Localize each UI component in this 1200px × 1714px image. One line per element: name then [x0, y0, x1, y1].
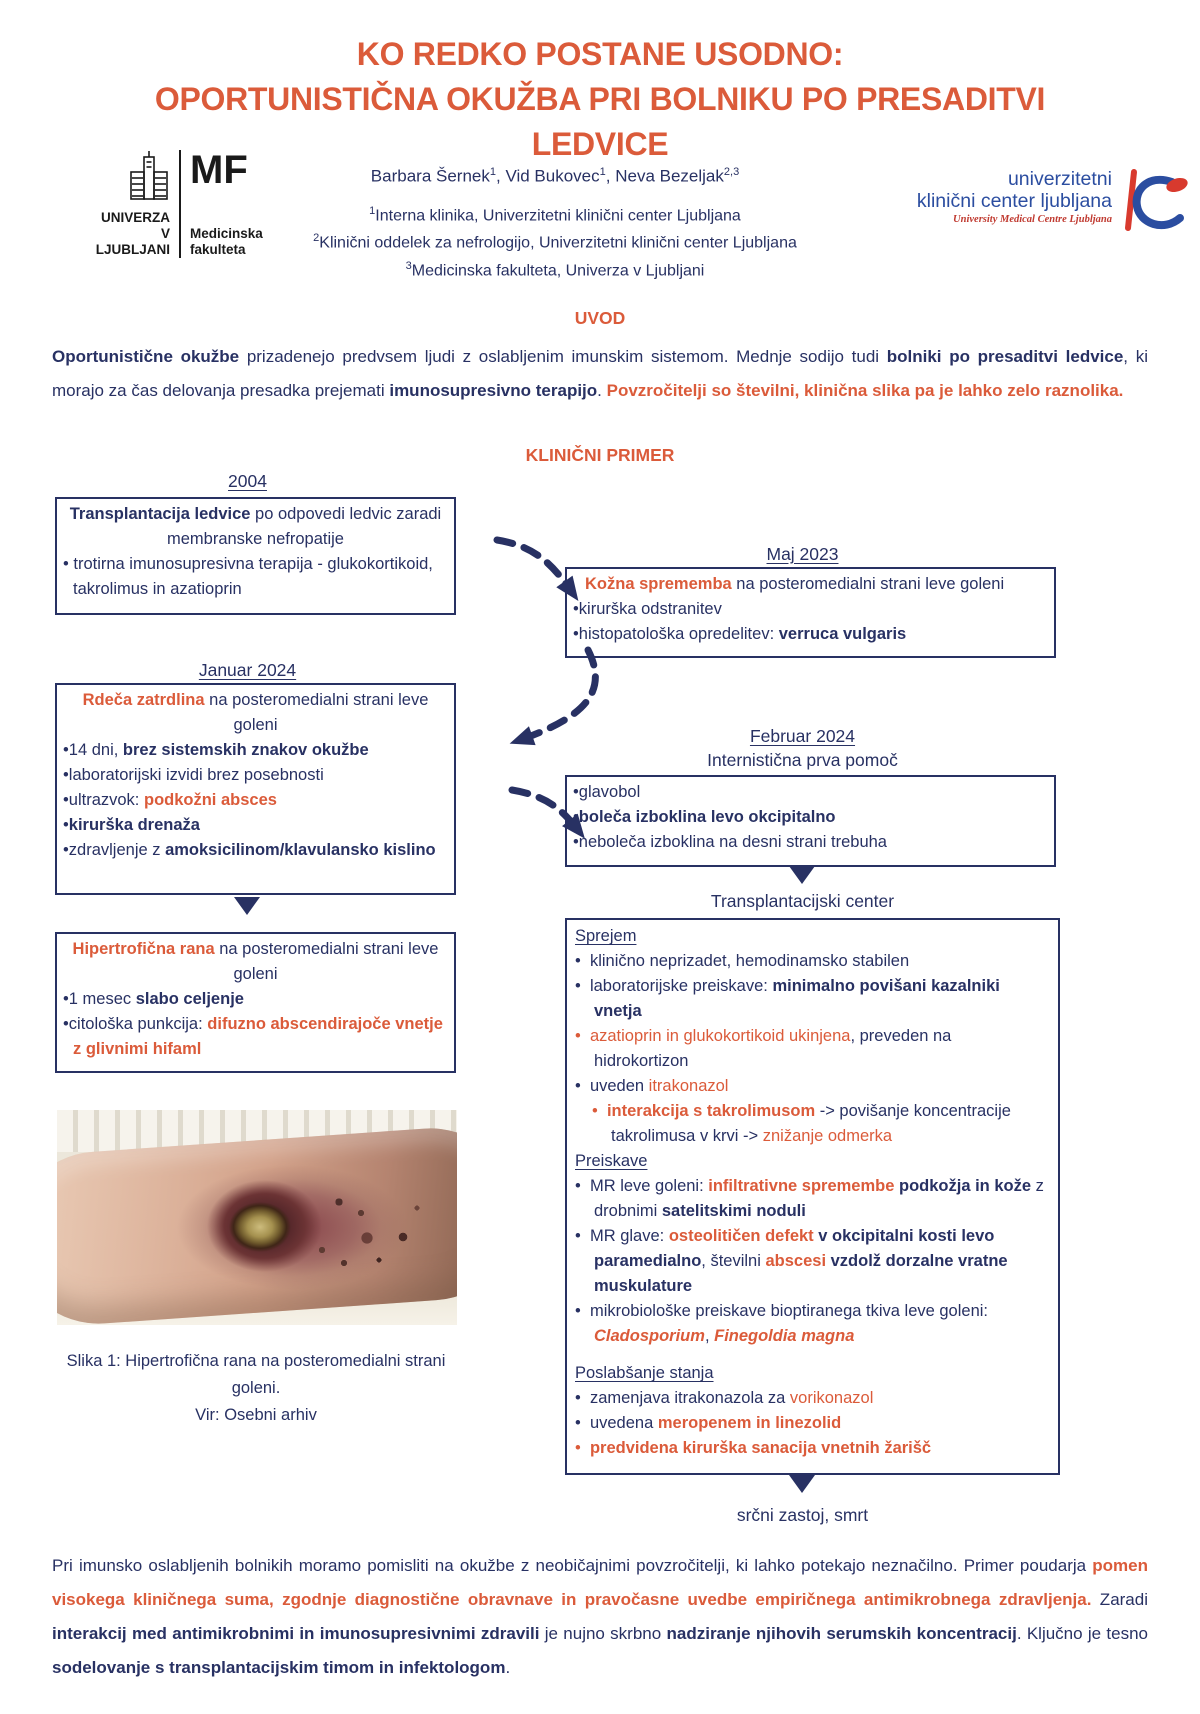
box-maj-2023 — [565, 567, 1056, 658]
heading-januar-2024-text: Januar 2024 — [198, 660, 297, 680]
text-line: • MR glave: osteolitičen defekt v okcipitalni kosti levo paramedialno, številni abscesi vzdolž dorzalne vratne muskulature — [575, 1224, 1050, 1299]
text-line: • boleča izboklina levo okcipitalno — [573, 805, 1048, 830]
heading-transplantacijski-center: Transplantacijski center — [710, 891, 895, 911]
text-line — [575, 1349, 1050, 1361]
box-transplantacijski-center — [565, 918, 1060, 1475]
poster-title — [0, 32, 1200, 167]
mf-university-name — [88, 210, 170, 258]
conclusion-paragraph: Pri imunsko oslabljenih bolnikih moramo pomisliti na okužbe z neobičajnimi povzročitelji, ki lahko potekajo neznačilno. Primer poudarja pomen visokega kliničnega suma, zgodnje diagnostične obravnave in pravočasne uvedbe empiričnega antimikrobnega zdravljenja. Zaradi interakcij med antimikrobnimi in imunosupresivnimi zdravili je nujno skrbno nadziranje njihovih serumskih koncentracij. Ključno je tesno sodelovanje s transplantacijskim timom in infektologom. — [52, 1556, 1148, 1677]
ukc-logo-text — [812, 168, 1120, 225]
text-line: • histopatološka opredelitev: verruca vulgaris — [573, 622, 1048, 647]
wound-satellite-spots — [57, 1110, 457, 1325]
text-line: Sprejem — [575, 927, 637, 945]
heading-maj-2023 — [565, 544, 1040, 565]
box-januar-2024 — [55, 683, 456, 895]
ukc-ljubljana-logo — [812, 168, 1190, 239]
text-line: Preiskave — [575, 1152, 648, 1170]
text-line: $^1$Interna klinika, Univerzitetni klinični center Ljubljana — [369, 205, 741, 225]
clinical-photo — [57, 1110, 457, 1325]
text-line: • trotirna imunosupresivna terapija - glukokortikoid, takrolimus in azatioprin — [63, 552, 448, 602]
text-line: • citološka punkcija: difuzno abscendirajoče vnetje z glivnimi hifaml — [63, 1012, 448, 1062]
text-line: • 1 mesec slabo celjenje — [63, 987, 448, 1012]
text-line: • neboleča izboklina na desni strani trebuha — [573, 830, 1048, 855]
text-line: • uvedena meropenem in linezolid — [575, 1411, 1050, 1436]
down-arrow-icon — [234, 897, 260, 915]
heading-2004 — [55, 471, 440, 492]
text-line: • kirurška drenaža — [63, 813, 448, 838]
down-arrow-icon — [789, 1475, 815, 1493]
text-line: • laboratorijske preiskave: minimalno povišani kazalniki vnetja — [575, 974, 1050, 1024]
ukc-text-line-1: univerzitetni — [1007, 168, 1112, 190]
mf-uni-line-2: V LJUBLJANI — [95, 226, 170, 257]
box-hipertroficna-rana — [55, 932, 456, 1073]
section-heading-uvod: UVOD — [574, 308, 626, 328]
text-line: Poslabšanje stanja — [575, 1364, 714, 1382]
text-line: $^2$Klinični oddelek za nefrologijo, Univerzitetni klinični center Ljubljana — [313, 232, 797, 252]
intro-paragraph: Oportunistične okužbe prizadenejo predvsem ljudi z oslabljenim imunskim sistemom. Mednje sodijo tudi bolniki po presaditvi ledvice, ki morajo za čas delovanja presadka prejemati imunosupresivno terapijo. Povzročitelji so številni, klinična slika pa je lahko zelo raznolika. — [52, 347, 1148, 400]
text-line: • MR leve goleni: infiltrativne spremembe podkožja in kože z drobnimi satelitskimi noduli — [575, 1174, 1050, 1224]
figure-caption-line-2: Vir: Osebni arhiv — [195, 1406, 317, 1424]
text-line: • zdravljenje z amoksicilinom/klavulansko kislino — [63, 838, 448, 863]
text-line: • interakcija s takrolimusom -> povišanje koncentracije takrolimusa v krvi -> znižanje odmerka — [592, 1099, 1050, 1149]
text-line: • mikrobiološke preiskave bioptiranega tkiva leve goleni: Cladosporium, Finegoldia magna — [575, 1299, 1050, 1349]
authors-line: Barbara Šernek$^1$, Vid Bukovec$^1$, Neva Bezeljak$^{2,3}$ — [370, 166, 740, 186]
arrow-2004-to-maj2023 — [497, 540, 572, 592]
mf-acronym: MF — [190, 148, 248, 192]
university-building-icon — [128, 150, 170, 205]
text-line: • predvidena kirurška sanacija vnetnih žarišč — [575, 1436, 1050, 1461]
text-line: • 14 dni, brez sistemskih znakov okužbe — [63, 738, 448, 763]
ukc-text-line-2: klinični center ljubljana — [916, 190, 1112, 212]
text-line: • azatioprin in glukokortikoid ukinjena, preveden na hidrokortizon — [575, 1024, 1050, 1074]
text-line: • kirurška odstranitev — [573, 597, 1048, 622]
title-line-3: LEDVICE — [531, 126, 669, 162]
title-line-1: KO REDKO POSTANE USODNO: — [356, 36, 844, 72]
affiliations — [200, 200, 910, 282]
box-februar-2024 — [565, 775, 1056, 867]
mf-fac-line-1: Medicinska — [190, 226, 263, 241]
text-line: Transplantacija ledvice po odpovedi ledvic zaradi membranske nefropatije — [69, 505, 442, 548]
figure-caption — [55, 1348, 457, 1429]
section-heading-klinicni-primer: KLINIČNI PRIMER — [525, 445, 675, 465]
text-line: Hipertrofična rana na posteromedialni strani leve goleni — [72, 940, 439, 983]
text-line: Kožna sprememba na posteromedialni strani leve goleni — [585, 575, 1005, 593]
mf-fac-line-2: fakulteta — [190, 242, 246, 257]
heading-februar-2024 — [565, 726, 1040, 747]
text-line: • ultrazvok: podkožni absces — [63, 788, 448, 813]
text-line: Rdeča zatrdlina na posteromedialni strani leve goleni — [82, 691, 429, 734]
down-arrow-icon — [789, 866, 815, 884]
box-2004 — [55, 497, 456, 615]
outcome-label: srčni zastoj, smrt — [736, 1505, 869, 1525]
text-line: • laboratorijski izvidi brez posebnosti — [63, 763, 448, 788]
ukc-text-line-3: University Medical Centre Ljubljana — [953, 214, 1112, 225]
figure-caption-line-1: Slika 1: Hipertrofična rana na posteromedialni strani goleni. — [66, 1352, 446, 1397]
text-line: $^3$Medicinska fakulteta, Univerza v Ljubljani — [405, 259, 705, 279]
subheading-internisticna: Internistična prva pomoč — [707, 750, 898, 770]
text-line: • klinično neprizadet, hemodinamsko stabilen — [575, 949, 1050, 974]
title-line-2: OPORTUNISTIČNA OKUŽBA PRI BOLNIKU PO PRESADITVI — [154, 81, 1046, 117]
heading-februar-2024-text: Februar 2024 — [749, 726, 856, 746]
heading-2004-text: 2004 — [228, 471, 267, 491]
mf-uni-line-1: UNIVERZA — [100, 210, 170, 225]
mf-logo-left-column — [88, 150, 179, 258]
text-line: • glavobol — [573, 780, 1048, 805]
heading-maj-2023-text: Maj 2023 — [766, 544, 839, 564]
text-line: • uveden itrakonazol — [575, 1074, 1050, 1099]
ukc-monogram-icon — [1120, 168, 1190, 239]
heading-januar-2024 — [55, 660, 440, 681]
text-line: • zamenjava itrakonazola za vorikonazol — [575, 1386, 1050, 1411]
